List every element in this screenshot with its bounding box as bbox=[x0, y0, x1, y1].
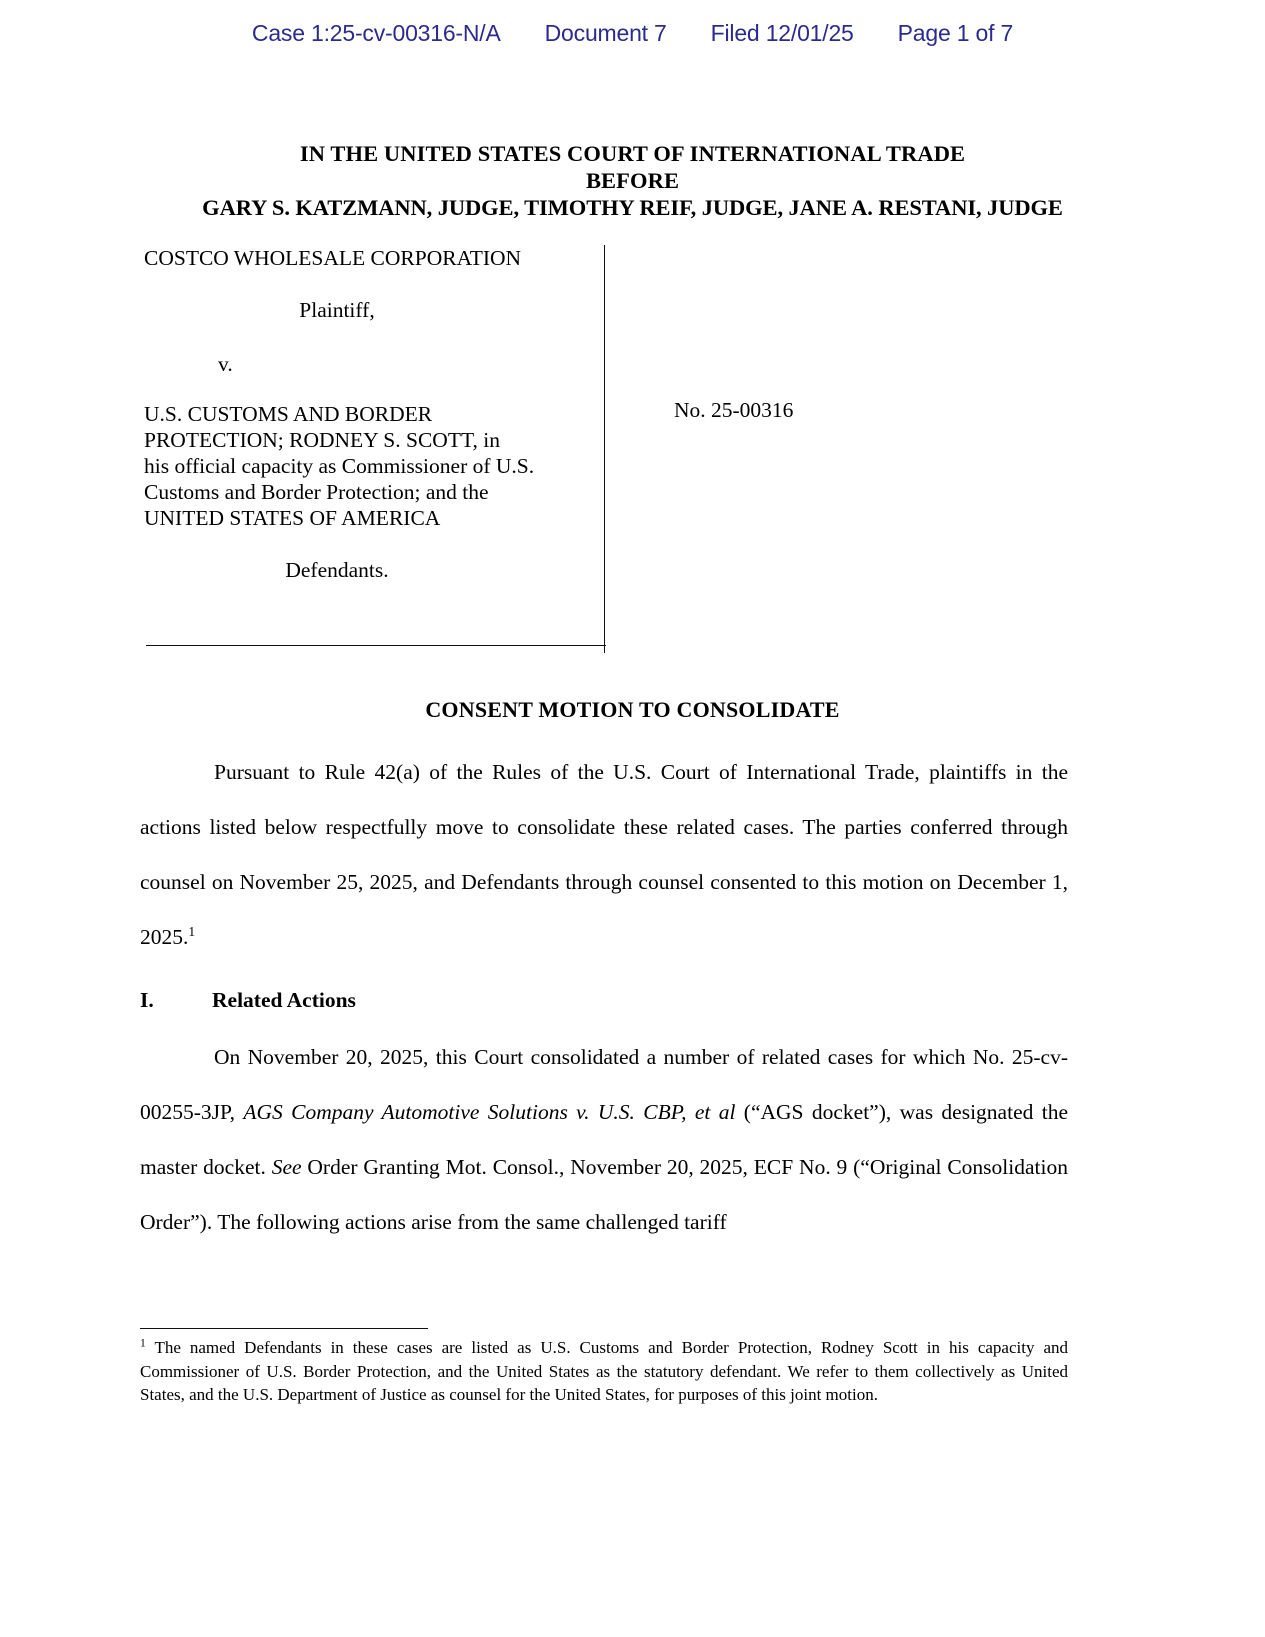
defendant-names bbox=[144, 401, 604, 531]
case-caption bbox=[140, 245, 1080, 653]
intro-paragraph-text: Pursuant to Rule 42(a) of the Rules of the U.S. Court of International Trade, plaintiffs in the actions listed below respectfully move to consolidate these related cases. The parties conferred through counsel on November 25, 2025, and Defendants through counsel consented to this motion on December 1, 2025. bbox=[140, 760, 1068, 949]
footnote-reference-marker: 1 bbox=[188, 923, 196, 939]
court-name-line: IN THE UNITED STATES COURT OF INTERNATIONAL TRADE bbox=[299, 141, 966, 166]
related-actions-text-part-3: Order Granting Mot. Consol., November 20, 2025, ECF No. 9 (“Original Consolidation Order”). The following actions arise from the same challenged tariff bbox=[140, 1155, 1068, 1234]
defendant-name-line: PROTECTION; RODNEY S. SCOTT, in bbox=[144, 428, 500, 452]
ecf-filed-date: Filed 12/01/25 bbox=[710, 20, 854, 46]
section-title: Related Actions bbox=[212, 988, 356, 1012]
related-actions-paragraph bbox=[140, 1030, 1068, 1250]
caption-parties-column bbox=[140, 245, 605, 653]
plaintiff-role: Plaintiff, bbox=[299, 298, 375, 322]
caption-docket-column bbox=[640, 397, 1060, 423]
ecf-header-stamp bbox=[0, 20, 1265, 47]
docket-number: No. 25-00316 bbox=[674, 398, 794, 422]
ecf-case-number: Case 1:25-cv-00316-N/A bbox=[251, 20, 501, 46]
footnote-marker: 1 bbox=[140, 1337, 146, 1350]
related-actions-text-part-1: On November 20, 2025, this Court consolidated a number of related cases for which No. 25-cv-00255-3JP, bbox=[140, 1045, 1068, 1124]
defendant-name-line: U.S. CUSTOMS AND BORDER bbox=[144, 402, 433, 426]
versus-label: v. bbox=[218, 352, 233, 376]
signal-see: See bbox=[271, 1155, 302, 1179]
defendant-role: Defendants. bbox=[285, 558, 389, 582]
section-number: I. bbox=[140, 988, 154, 1012]
court-heading bbox=[140, 140, 1125, 221]
footnote-text: The named Defendants in these cases are listed as U.S. Customs and Border Protection, Rodney Scott in his capacity and Commissioner of U.S. Border Protection, and the United States as the statutory defendant. We refer to them collectively as United States, and the U.S. Department of Justice as counsel for the United States, for purposes of this joint motion. bbox=[140, 1338, 1068, 1404]
intro-paragraph bbox=[140, 745, 1068, 965]
related-actions-text-part-2: (“AGS docket”), was designated the master docket. bbox=[140, 1100, 1068, 1179]
defendant-name-line: UNITED STATES OF AMERICA bbox=[144, 506, 441, 530]
judges-line: GARY S. KATZMANN, JUDGE, TIMOTHY REIF, JUDGE, JANE A. RESTANI, JUDGE bbox=[202, 195, 1063, 220]
before-line: BEFORE bbox=[585, 168, 680, 193]
motion-title: CONSENT MOTION TO CONSOLIDATE bbox=[425, 697, 840, 722]
footnote-1 bbox=[140, 1336, 1068, 1407]
plaintiff-name: COSTCO WHOLESALE CORPORATION bbox=[144, 246, 522, 270]
footnote-separator-rule bbox=[140, 1328, 428, 1329]
ecf-page-number: Page 1 of 7 bbox=[897, 20, 1014, 46]
caption-bottom-rule bbox=[146, 645, 606, 646]
case-citation-ags: AGS Company Automotive Solutions v. U.S. CBP, et al bbox=[243, 1100, 736, 1124]
defendant-name-line: Customs and Border Protection; and the bbox=[144, 480, 489, 504]
section-heading-related-actions bbox=[140, 988, 356, 1013]
defendant-name-line: his official capacity as Commissioner of U.S. bbox=[144, 454, 535, 478]
ecf-document-number: Document 7 bbox=[544, 20, 667, 46]
